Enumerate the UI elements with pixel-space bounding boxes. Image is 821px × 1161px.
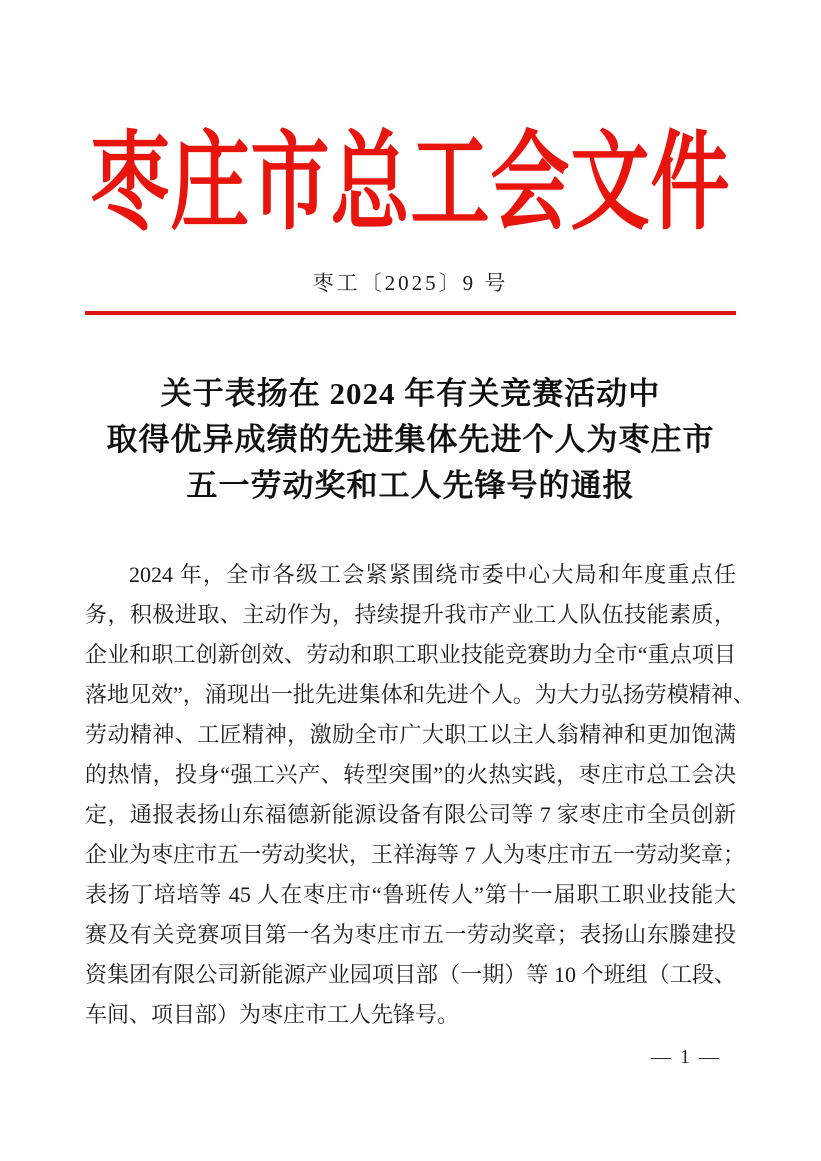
document-number: 枣工〔2025〕9 号 (312, 271, 509, 295)
body-line: 劳动精神、工匠精神，激励全市广大职工以主人翁精神和更加饱满 (85, 722, 736, 747)
document-title (40, 371, 781, 509)
body-line: 表扬丁培培等 45 人在枣庄市“鲁班传人”第十一届职工职业技能大 (85, 882, 736, 907)
red-separator-line (85, 311, 736, 315)
title-line-1: 关于表扬在 2024 年有关竞赛活动中 (160, 376, 661, 411)
red-header-title: 枣庄市总工会文件 (90, 125, 731, 244)
body-line: 企业和职工创新创效、劳动和职工职业技能竞赛助力全市“重点项目 (85, 642, 736, 667)
page-number: — 1 — (651, 1046, 721, 1068)
body-line: 资集团有限公司新能源产业园项目部（一期）等 10 个班组（工段、 (85, 962, 736, 987)
body-line: 务，积极进取、主动作为，持续提升我市产业工人队伍技能素质， (85, 602, 736, 627)
body-line: 的热情，投身“强工兴产、转型突围”的火热实践，枣庄市总工会决 (85, 762, 736, 787)
document-body (85, 555, 755, 1035)
title-line-3: 五一劳动奖和工人先锋号的通报 (186, 468, 635, 503)
body-line: 2024 年，全市各级工会紧紧围绕市委中心大局和年度重点任 (129, 562, 736, 587)
body-line: 落地见效”，涌现出一批先进集体和先进个人。为大力弘扬劳模精神、 (85, 682, 755, 707)
body-line: 企业为枣庄市五一劳动奖状，王祥海等 7 人为枣庄市五一劳动奖章； (85, 842, 746, 867)
body-line: 定，通报表扬山东福德新能源设备有限公司等 7 家枣庄市全员创新 (85, 802, 736, 827)
body-line: 车间、项目部）为枣庄市工人先锋号。 (85, 1002, 460, 1027)
title-line-2: 取得优异成绩的先进集体先进个人为枣庄市 (106, 422, 715, 457)
body-line: 赛及有关竞赛项目第一名为枣庄市五一劳动奖章；表扬山东滕建投 (85, 922, 736, 947)
